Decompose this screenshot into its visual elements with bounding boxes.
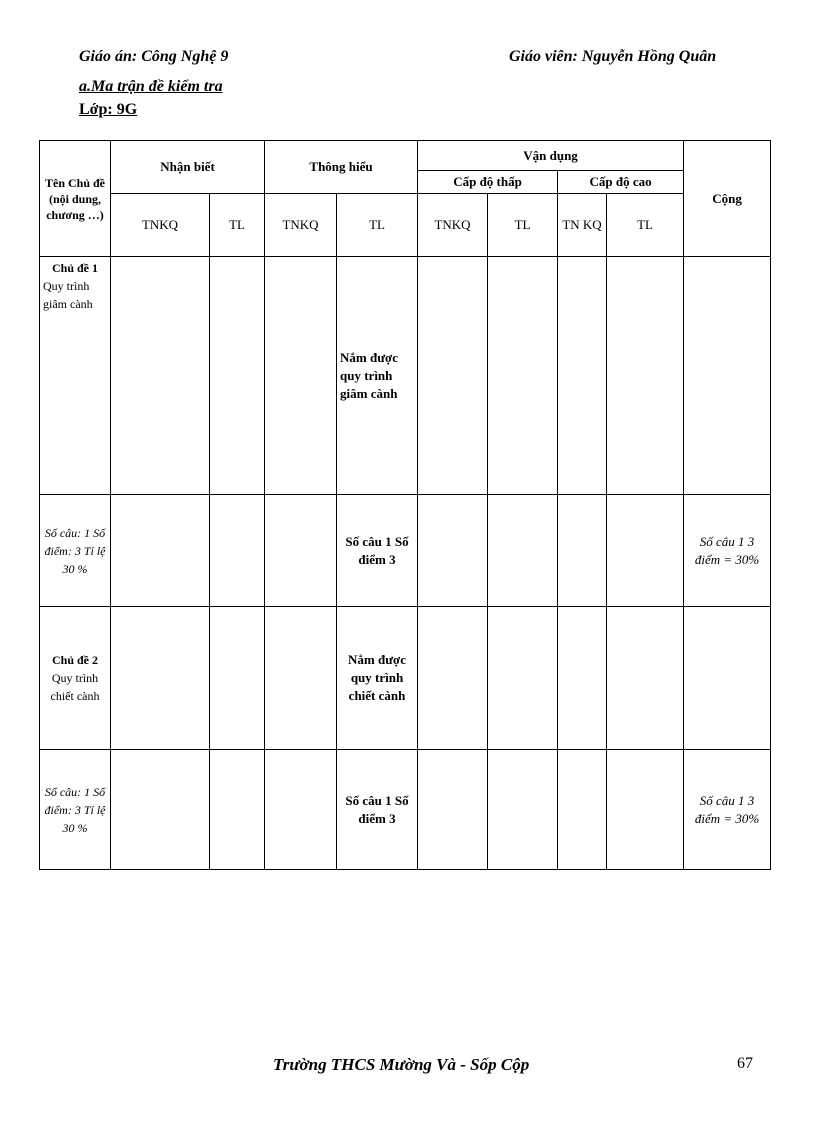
sub-header-cell: TL (607, 194, 684, 257)
header-thong-hieu: Thông hiểu (265, 141, 418, 194)
header-cap-do-cao: Cấp độ cao (558, 171, 684, 194)
stat-cell: Số câu: 1 Số điểm: 3 Tỉ lệ 30 % (40, 750, 111, 870)
header-topic-label: Tên Chủ đề (nội dung, chương …) (44, 175, 106, 222)
topic-name: Quy trình chiết cành (50, 671, 100, 703)
stat-mid-cell: Số câu 1 Số điểm 3 (337, 750, 418, 870)
thong-hieu-content: Nắm được quy trình chiết cành (337, 607, 418, 750)
header-subject: Giáo án: Công Nghệ 9 (79, 48, 229, 65)
stat-mid-cell: Số câu 1 Số điểm 3 (337, 495, 418, 607)
topic-cell (40, 607, 111, 750)
header-cong: Cộng (684, 141, 771, 257)
class-label: Lớp: 9G (79, 101, 138, 118)
footer-school: Trường THCS Mường Và - Sốp Cộp (273, 1055, 530, 1074)
topic-name: Quy trình giâm cành (43, 279, 93, 311)
stat-total-cell: Số câu 1 3 điểm = 30% (684, 495, 771, 607)
header-topic-cell (40, 141, 111, 257)
thong-hieu-content: Nắm được quy trình giâm cành (337, 257, 418, 495)
header-cap-do-thap: Cấp độ thấp (418, 171, 558, 194)
stat-cell: Số câu: 1 Số điểm: 3 Tỉ lệ 30 % (40, 495, 111, 607)
sub-header-cell: TN KQ (558, 194, 607, 257)
sub-header-cell: TNKQ (111, 194, 210, 257)
section-title: a.Ma trận đề kiểm tra (79, 78, 223, 95)
topic-title: Chủ đề 2 (51, 653, 98, 667)
header-teacher: Giáo viên: Nguyễn Hồng Quân (509, 48, 717, 65)
topic-cell (40, 257, 111, 495)
header-nhan-biet: Nhận biết (111, 141, 265, 194)
header-van-dung: Vận dụng (418, 141, 684, 171)
test-matrix-table (39, 140, 771, 870)
sub-header-cell: TNKQ (265, 194, 337, 257)
sub-header-cell: TL (488, 194, 558, 257)
sub-header-cell: TL (337, 194, 418, 257)
sub-header-cell: TL (210, 194, 265, 257)
topic-title: Chủ đề 1 (51, 261, 98, 275)
stat-total-cell: Số câu 1 3 điểm = 30% (684, 750, 771, 870)
page-number: 67 (737, 1055, 753, 1072)
sub-header-cell: TNKQ (418, 194, 488, 257)
